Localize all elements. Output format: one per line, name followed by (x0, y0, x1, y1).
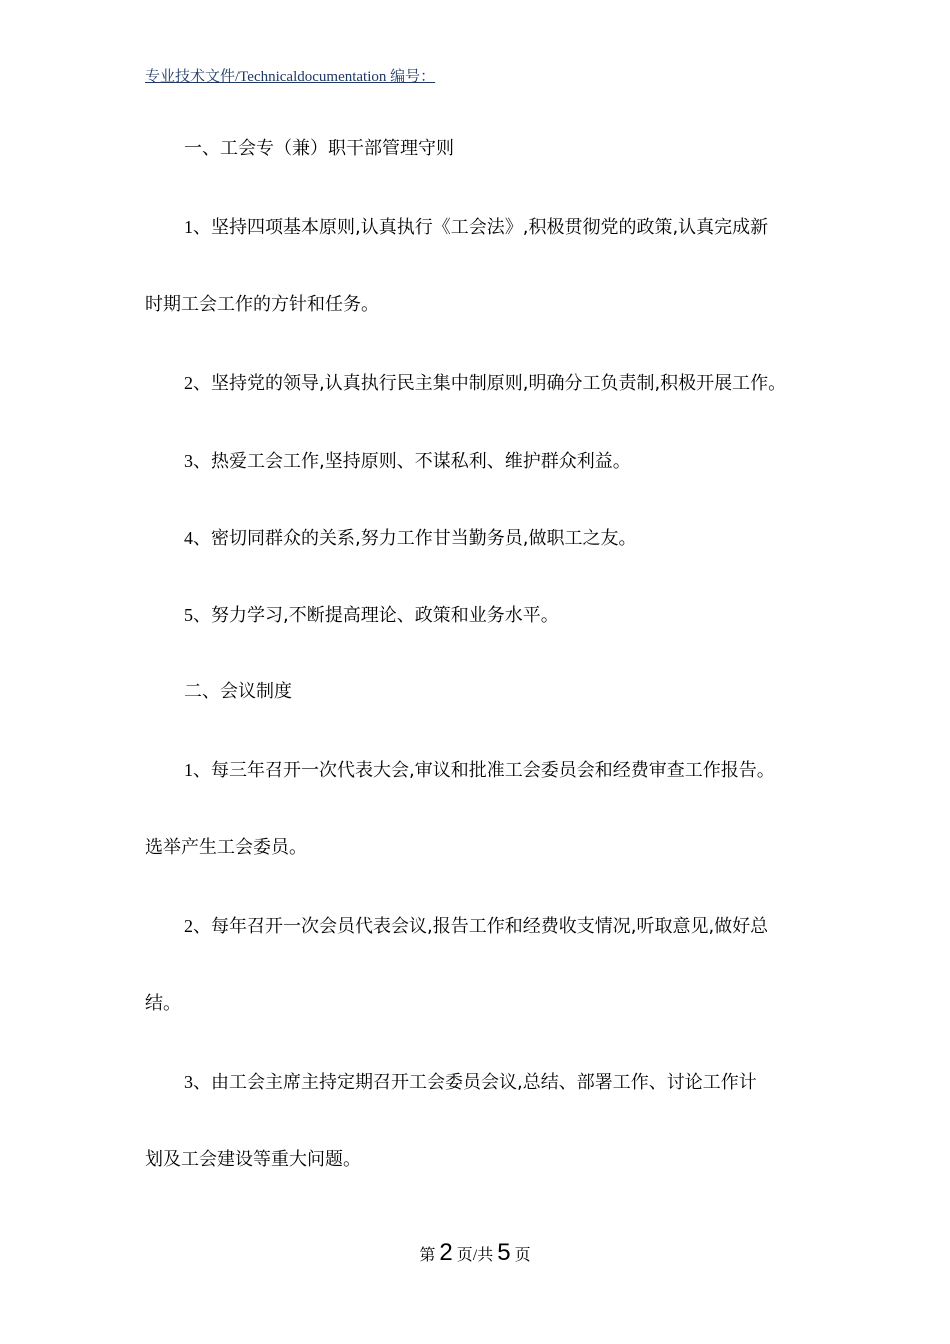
item-number: 2 (184, 373, 193, 393)
section-1-item-5 (184, 602, 559, 629)
section-1-item-2 (184, 370, 786, 397)
section-2-item-2-line-2: 结。 (145, 993, 181, 1014)
section-2-item-1-line-1 (184, 757, 775, 784)
section-1-title: 一、工会专（兼）职干部管理守则 (184, 138, 454, 159)
item-number: 3 (184, 451, 193, 471)
item-text: 、努力学习,不断提高理论、政策和业务水平。 (193, 605, 559, 626)
item-text: 、坚持四项基本原则,认真执行《工会法》,积极贯彻党的政策,认真完成新 (193, 217, 769, 238)
document-header-label: 专业技术文件/Technicaldocumentation 编号： (145, 69, 436, 85)
section-1-item-1-line-2: 时期工会工作的方针和任务。 (145, 294, 379, 315)
item-text: 、每三年召开一次代表大会,审议和批准工会委员会和经费审查工作报告。 (193, 760, 775, 781)
item-text: 、热爱工会工作,坚持原则、不谋私利、维护群众利益。 (193, 451, 631, 472)
page-footer (0, 1238, 950, 1271)
section-2-item-2-line-1 (184, 913, 768, 940)
section-2-item-3-line-1 (184, 1069, 757, 1096)
item-number: 3 (184, 1072, 193, 1092)
section-1-item-3 (184, 448, 631, 475)
item-text: 、坚持党的领导,认真执行民主集中制原则,明确分工负责制,积极开展工作。 (193, 373, 787, 394)
total-page-count: 5 (497, 1239, 511, 1266)
section-1-item-4 (184, 525, 636, 552)
current-page-number: 2 (439, 1239, 453, 1266)
item-text: 、每年召开一次会员代表会议,报告工作和经费收支情况,听取意见,做好总 (193, 916, 769, 937)
item-text: 、密切同群众的关系,努力工作甘当勤务员,做职工之友。 (193, 528, 637, 549)
item-number: 2 (184, 916, 193, 936)
section-2-item-1-line-2: 选举产生工会委员。 (145, 837, 307, 858)
item-number: 1 (184, 217, 193, 237)
item-number: 5 (184, 605, 193, 625)
footer-suffix: 页 (514, 1247, 531, 1264)
section-1-item-1-line-1 (184, 214, 768, 241)
footer-middle: 页/共 (456, 1247, 494, 1264)
footer-prefix: 第 (419, 1247, 436, 1264)
section-2-title: 二、会议制度 (184, 681, 292, 702)
section-2-item-3-line-2: 划及工会建设等重大问题。 (145, 1149, 361, 1170)
item-text: 、由工会主席主持定期召开工会委员会议,总结、部署工作、讨论工作计 (193, 1072, 757, 1093)
item-number: 1 (184, 760, 193, 780)
item-number: 4 (184, 528, 193, 548)
